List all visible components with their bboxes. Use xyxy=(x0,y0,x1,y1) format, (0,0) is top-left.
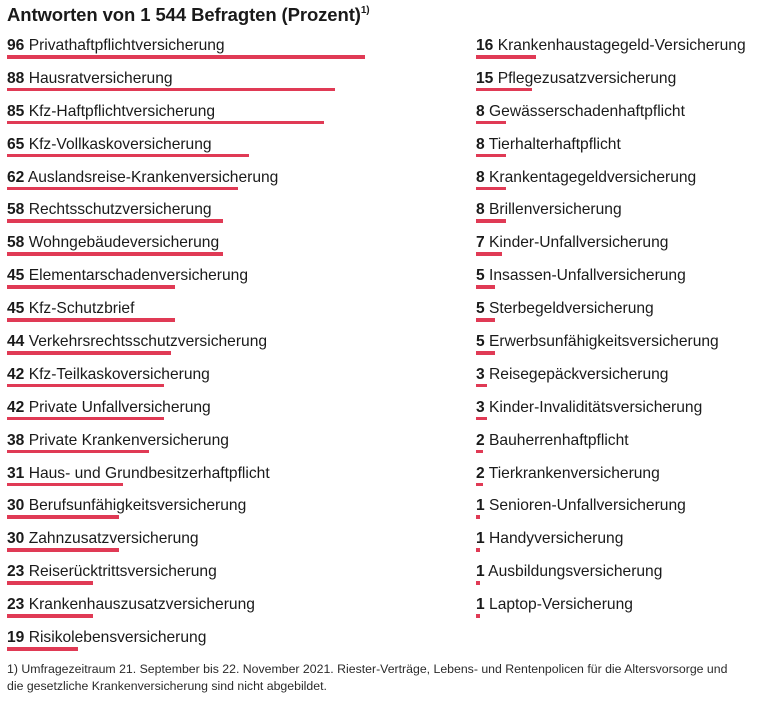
bar-label xyxy=(476,233,668,253)
bar-value: 31 xyxy=(7,464,25,482)
bar xyxy=(7,219,223,223)
bar-category: Rechtsschutzversicherung xyxy=(28,201,212,219)
bar-category: Senioren-Unfallversicherung xyxy=(489,497,686,515)
bar-label xyxy=(7,233,219,253)
bar-label xyxy=(7,595,255,615)
bar xyxy=(476,351,495,355)
bar-label xyxy=(7,168,278,188)
bar-value: 2 xyxy=(476,431,485,449)
bar-value: 2 xyxy=(476,464,485,482)
bar-value: 1 xyxy=(476,497,485,515)
bar-category: Krankenhauszusatzversicherung xyxy=(28,596,255,614)
bar-category: Kfz-Teilkaskoversicherung xyxy=(28,365,210,383)
bar-value: 58 xyxy=(7,234,25,252)
bar-category: Private Unfallversicherung xyxy=(28,398,211,416)
bar-category: Krankenhaustagegeld-Versicherung xyxy=(497,37,746,54)
bar xyxy=(7,483,123,487)
bar-label xyxy=(7,102,215,122)
bar xyxy=(476,614,480,618)
bar xyxy=(7,384,164,388)
bar-value: 8 xyxy=(476,201,485,219)
bar xyxy=(476,252,502,256)
bar-value: 96 xyxy=(7,37,25,54)
bar xyxy=(7,318,175,322)
bar-category: Privathaftpflichtversicherung xyxy=(28,37,225,54)
bar-category: Verkehrsrechtsschutzversicherung xyxy=(28,333,268,351)
bar-category: Kinder-Invaliditätsversicherung xyxy=(489,398,703,416)
bar-value: 15 xyxy=(476,69,494,87)
bar xyxy=(476,55,536,59)
bar-value: 44 xyxy=(7,333,25,351)
bar-value: 45 xyxy=(7,267,25,285)
bar-category: Zahnzusatzversicherung xyxy=(28,530,199,548)
bar-label xyxy=(476,595,633,615)
bar xyxy=(476,187,506,191)
bar-label xyxy=(476,135,621,155)
bar-label xyxy=(476,299,654,319)
bar-category: Brillenversicherung xyxy=(489,201,622,219)
footnote: 1) Umfragezeitraum 21. September bis 22. November 2021. Riester-Verträge, Lebens- und Rentenpolicen für die Altersvorsorge und die gesetzliche Krankenversicherung sind nicht abgebildet. xyxy=(7,662,728,693)
bar xyxy=(7,187,238,191)
bar-label xyxy=(476,168,696,188)
bar-label xyxy=(7,562,217,582)
bar xyxy=(7,285,175,289)
bar xyxy=(7,55,365,59)
bar-category: Berufsunfähigkeitsversicherung xyxy=(28,497,247,515)
bar-label xyxy=(476,529,623,549)
bar xyxy=(7,121,324,125)
bar-label xyxy=(476,102,685,122)
bar-label xyxy=(7,496,246,516)
bar-category: Ausbildungsversicherung xyxy=(488,563,663,581)
bar-category: Kfz-Schutzbrief xyxy=(28,300,135,318)
bar-category: Private Krankenversicherung xyxy=(28,431,229,449)
bar xyxy=(476,318,495,322)
bar-label xyxy=(7,529,199,549)
bar-label xyxy=(476,36,746,56)
bar-value: 38 xyxy=(7,431,25,449)
bar xyxy=(476,88,532,92)
bar-value: 65 xyxy=(7,135,25,153)
bar-category: Handyversicherung xyxy=(489,530,624,548)
bar-value: 30 xyxy=(7,497,25,515)
chart-title-text: Antworten von 1 544 Befragten (Prozent) xyxy=(7,4,361,25)
bar xyxy=(476,548,480,552)
bar xyxy=(7,647,78,651)
bar-label xyxy=(476,464,660,484)
bar-value: 85 xyxy=(7,102,25,120)
bar-label xyxy=(476,496,686,516)
bar-category: Wohngebäudeversicherung xyxy=(28,234,220,252)
bar-value: 42 xyxy=(7,398,25,416)
bar-value: 88 xyxy=(7,69,25,87)
bar xyxy=(7,614,93,618)
bar-category: Sterbegeldversicherung xyxy=(489,300,654,318)
bar-label xyxy=(7,299,134,319)
bar-value: 3 xyxy=(476,365,485,383)
bar xyxy=(7,88,335,92)
bar xyxy=(476,515,480,519)
bar xyxy=(476,219,506,223)
bar xyxy=(7,154,249,158)
bar-label xyxy=(7,431,229,451)
bar-category: Reisegepäckversicherung xyxy=(489,365,669,383)
bar xyxy=(476,154,506,158)
bar xyxy=(476,285,495,289)
bar-label xyxy=(476,365,668,385)
bar xyxy=(7,252,223,256)
bar-value: 42 xyxy=(7,365,25,383)
bar-label xyxy=(7,266,248,286)
bar xyxy=(476,581,480,585)
bar-label xyxy=(7,135,212,155)
bar-value: 58 xyxy=(7,201,25,219)
bar-category: Auslandsreise-Krankenversicherung xyxy=(27,168,279,186)
bar-value: 1 xyxy=(476,530,485,548)
bar-value: 23 xyxy=(7,596,25,614)
bar-category: Laptop-Versicherung xyxy=(489,596,633,614)
chart-title xyxy=(7,4,370,26)
bar-category: Tierkrankenversicherung xyxy=(488,464,660,482)
bar xyxy=(476,384,487,388)
bar-category: Gewässerschadenhaftpflicht xyxy=(489,102,685,120)
bar-value: 7 xyxy=(476,234,485,252)
bar-label xyxy=(7,332,267,352)
bar-value: 45 xyxy=(7,300,25,318)
bar xyxy=(7,581,93,585)
bar-label xyxy=(7,365,210,385)
bar-category: Krankentagegeldversicherung xyxy=(489,168,697,186)
bar-value: 5 xyxy=(476,267,485,285)
bar-value: 19 xyxy=(7,629,25,647)
bar-label xyxy=(476,200,622,220)
bar-category: Kfz-Vollkaskoversicherung xyxy=(28,135,212,153)
bar-label xyxy=(476,431,629,451)
bar-category: Bauherrenhaftpflicht xyxy=(489,431,629,449)
bar xyxy=(7,515,119,519)
bar-label xyxy=(476,332,719,352)
title-footnote-marker: 1) xyxy=(360,4,370,16)
bar-category: Kfz-Haftpflichtversicherung xyxy=(28,102,216,120)
bar xyxy=(7,351,171,355)
bar-category: Haus- und Grundbesitzerhaftpflicht xyxy=(28,464,270,482)
bar-category: Risikolebensversicherung xyxy=(28,629,207,647)
bar-category: Erwerbsunfähigkeitsversicherung xyxy=(489,333,719,351)
bar-value: 3 xyxy=(476,398,485,416)
bar-label xyxy=(476,562,662,582)
bar-category: Insassen-Unfallversicherung xyxy=(489,267,686,285)
bar-label xyxy=(476,266,686,286)
bar-value: 5 xyxy=(476,300,485,318)
bar-value: 8 xyxy=(476,168,485,186)
bar-label xyxy=(476,69,676,89)
bar-value: 62 xyxy=(7,168,25,186)
bar-value: 8 xyxy=(476,102,485,120)
bar-category: Elementarschadenversicherung xyxy=(28,267,249,285)
bar-label xyxy=(7,464,270,484)
bar-category: Tierhalterhaftpflicht xyxy=(488,135,621,153)
bar-value: 30 xyxy=(7,530,25,548)
bar-label xyxy=(7,200,212,220)
bar xyxy=(476,450,483,454)
bar xyxy=(476,121,506,125)
bar-label xyxy=(7,628,206,648)
bar-value: 5 xyxy=(476,333,485,351)
bar-label xyxy=(7,398,211,418)
bar xyxy=(476,483,483,487)
bar-value: 16 xyxy=(476,37,494,54)
bar-value: 1 xyxy=(476,563,485,581)
bar-category: Hausratversicherung xyxy=(28,69,173,87)
bar-label xyxy=(476,398,702,418)
bar-value: 23 xyxy=(7,563,25,581)
bar-category: Pflegezusatzversicherung xyxy=(497,69,677,87)
bar xyxy=(7,548,119,552)
bar-category: Reiserücktrittsversicherung xyxy=(28,563,217,581)
bar xyxy=(7,450,149,454)
bar-category: Kinder-Unfallversicherung xyxy=(489,234,669,252)
bar xyxy=(7,417,164,421)
bar xyxy=(476,417,487,421)
bar-label xyxy=(7,36,225,56)
bar-label xyxy=(7,69,173,89)
bar-value: 1 xyxy=(476,596,485,614)
bar-value: 8 xyxy=(476,135,485,153)
